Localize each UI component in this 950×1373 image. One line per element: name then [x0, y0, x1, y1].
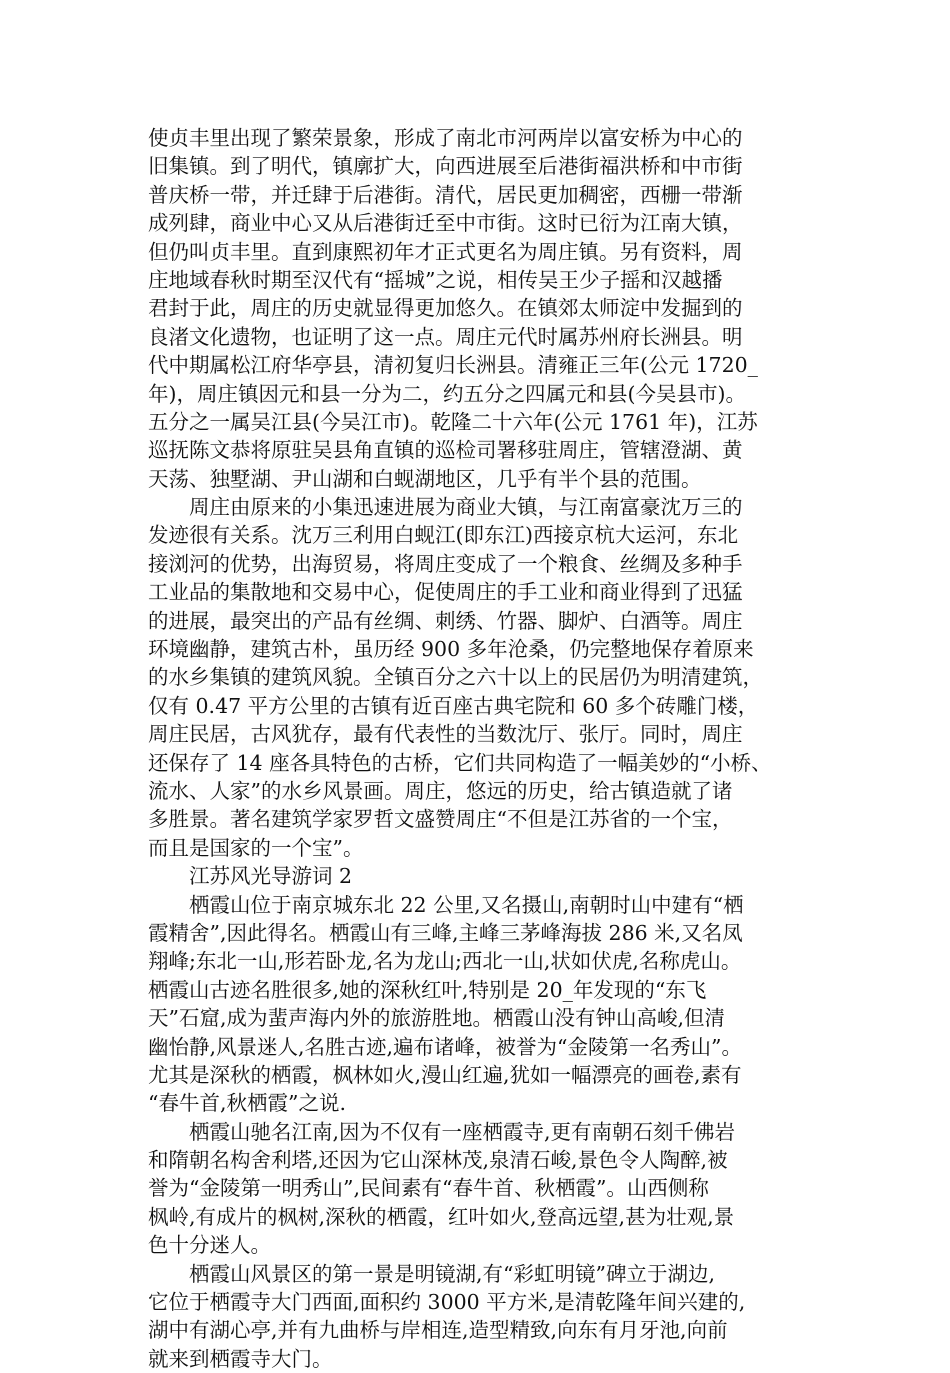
text-line: 的进展，最突出的产品有丝绸、刺绣、竹器、脚炉、白酒等。周庄: [148, 608, 743, 633]
text-line: 还保存了 14 座各具特色的古桥，它们共同构造了一幅美妙的“小桥、: [148, 750, 772, 775]
text-line: 但仍叫贞丰里。直到康熙初年才正式更名为周庄镇。另有资料，周: [148, 239, 743, 264]
document-page: [148, 124, 818, 1373]
text-line: 栖霞山驰名江南,因为不仅有一座栖霞寺,更有南朝石刻千佛岩: [189, 1119, 736, 1144]
text-line: 代中期属松江府华亭县，清初复归长洲县。清雍正三年(公元 1720_: [148, 353, 758, 378]
text-line: 多胜景。著名建筑学家罗哲文盛赞周庄“不但是江苏省的一个宝，: [148, 807, 733, 832]
text-line: 仅有 0.47 平方公里的古镇有近百座古典宅院和 60 多个砖雕门楼，: [148, 693, 759, 718]
text-line: 良渚文化遗物，也证明了这一点。周庄元代时属苏州府长洲县。明: [148, 324, 743, 349]
text-line: 君封于此，周庄的历史就显得更加悠久。在镇郊太师淀中发掘到的: [148, 296, 743, 321]
text-line: 工业品的集散地和交易中心，促使周庄的手工业和商业得到了迅猛: [148, 580, 743, 605]
text-line: 年)，周庄镇因元和县一分为二，约五分之四属元和县(今吴县市)。: [148, 381, 746, 406]
text-line: 色十分迷人。: [148, 1233, 271, 1258]
text-line: 天荡、独墅湖、尹山湖和白蚬湖地区，几乎有半个县的范围。: [148, 466, 702, 491]
text-line: 发迹很有关系。沈万三利用白蚬江(即东江)西接京杭大运河，东北: [148, 523, 738, 548]
text-line: 尤其是深秋的栖霞，枫林如火,漫山红遍,犹如一幅漂亮的画卷,素有: [148, 1062, 742, 1087]
text-line: 天”石窟,成为蜚声海内外的旅游胜地。栖霞山没有钟山高峻,但清: [148, 1006, 726, 1031]
text-line: 誉为“金陵第一明秀山”,民间素有“春牛首、秋栖霞”。山西侧称: [148, 1176, 709, 1201]
text-line: 成列肆，商业中心又从后港街迁至中市街。这时已衍为江南大镇，: [148, 211, 743, 236]
text-line: 接浏河的优势，出海贸易，将周庄变成了一个粮食、丝绸及多种手: [148, 551, 743, 576]
text-line: 和隋朝名构舍利塔,还因为它山深林茂,泉清石峻,景色令人陶醉,被: [148, 1148, 728, 1173]
text-line: 霞精舍”,因此得名。栖霞山有三峰,主峰三茅峰海拔 286 米,又名凤: [148, 920, 743, 945]
text-line: 栖霞山风景区的第一景是明镜湖,有“彩虹明镜”碑立于湖边,: [189, 1261, 715, 1286]
text-line: 江苏风光导游词 2: [189, 864, 353, 889]
text-line: 枫岭,有成片的枫树,深秋的栖霞，红叶如火,登高远望,甚为壮观,景: [148, 1204, 735, 1229]
text-line: “春牛首,秋栖霞”之说.: [148, 1091, 346, 1116]
text-line: 使贞丰里出现了繁荣景象，形成了南北市河两岸以富安桥为中心的: [148, 126, 743, 150]
text-line: 流水、人家”的水乡风景画。周庄，悠远的历史，给古镇造就了诸: [148, 778, 733, 803]
text-line: 普庆桥一带，并迁肆于后港街。清代，居民更加稠密，西栅一带渐: [148, 182, 743, 207]
text-line: 周庄民居，古风犹存，最有代表性的当数沈厅、张厅。同时，周庄: [148, 722, 743, 747]
text-line: 巡抚陈文恭将原驻吴县角直镇的巡检司署移驻周庄，管辖澄湖、黄: [148, 438, 743, 463]
text-line: 周庄由原来的小集迅速进展为商业大镇，与江南富豪沈万三的: [189, 495, 743, 520]
text-line: 栖霞山位于南京城东北 22 公里,又名摄山,南朝时山中建有“栖: [189, 892, 744, 917]
text-line: 旧集镇。到了明代，镇廓扩大，向西进展至后港街福洪桥和中市街: [148, 154, 743, 179]
text-line: 环境幽静，建筑古朴，虽历经 900 多年沧桑，仍完整地保存着原来: [148, 637, 754, 662]
text-line: 庄地域春秋时期至汉代有“摇城”之说，相传吴王少子摇和汉越播: [148, 267, 723, 292]
text-line: 就来到栖霞寺大门。: [148, 1346, 333, 1371]
text-line: 五分之一属吴江县(今吴江市)。乾隆二十六年(公元 1761 年)，江苏: [148, 409, 758, 434]
text-line: 栖霞山古迹名胜很多,她的深秋红叶,特别是 20_年发现的“东飞: [148, 977, 707, 1002]
text-line: 的水乡集镇的建筑风貌。全镇百分之六十以上的民居仍为明清建筑，: [148, 665, 763, 690]
text-line: 幽怡静,风景迷人,名胜古迹,遍布诸峰，被誉为“金陵第一名秀山”。: [148, 1034, 743, 1059]
text-line: 翔峰;东北一山,形若卧龙,名为龙山;西北一山,状如伏虎,名称虎山。: [148, 949, 742, 974]
text-line: 它位于栖霞寺大门西面,面积约 3000 平方米,是清乾隆年间兴建的,: [148, 1290, 746, 1315]
text-line: 湖中有湖心亭,并有九曲桥与岸相连,造型精致,向东有月牙池,向前: [148, 1318, 728, 1343]
text-line: 而且是国家的一个宝”。: [148, 835, 364, 860]
